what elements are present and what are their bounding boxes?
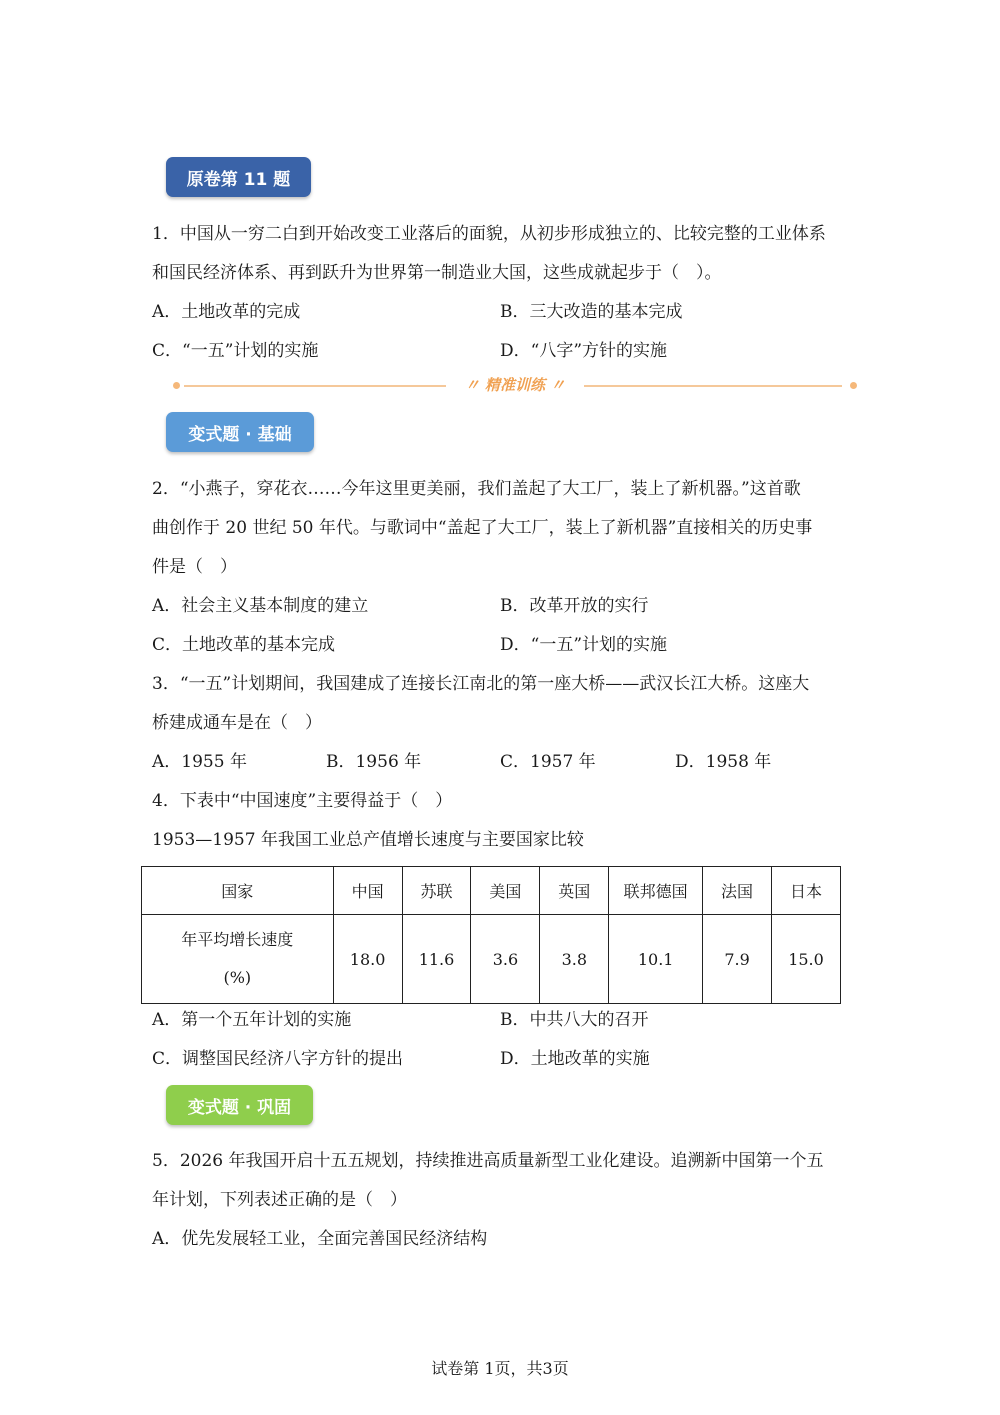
q2-stem-line1: 2．“小燕子，穿花衣……今年这里更美丽，我们盖起了大工厂，装上了新机器。”这首歌 [152, 479, 801, 499]
original-question-badge: 原卷第 11 题 [166, 157, 311, 197]
table-cell: 15.0 [772, 915, 841, 1004]
table-header-row [142, 867, 841, 915]
q2-option-c[interactable]: C．土地改革的基本完成 [152, 635, 336, 655]
q2-stem-line2: 曲创作于 20 世纪 50 年代。与歌词中“盖起了大工厂，装上了新机器”直接相关的历史事 [152, 518, 813, 538]
table-header-cell: 英国 [540, 867, 609, 915]
q4-option-c[interactable]: C．调整国民经济八字方针的提出 [152, 1049, 404, 1069]
q5-option-a[interactable]: A．优先发展轻工业，全面完善国民经济结构 [152, 1229, 488, 1249]
table-cell: 7.9 [703, 915, 772, 1004]
q2-stem-line3: 件是（ ） [152, 557, 237, 577]
q4-option-b[interactable]: B．中共八大的召开 [500, 1010, 649, 1030]
q3-option-a[interactable]: A．1955 年 [152, 752, 247, 772]
table-header-cell: 国家 [142, 867, 334, 915]
table-header-cell: 日本 [772, 867, 841, 915]
q2-option-d[interactable]: D．“一五”计划的实施 [500, 635, 668, 655]
table-header-cell: 中国 [333, 867, 402, 915]
q1-option-d[interactable]: D．“八字”方针的实施 [500, 341, 668, 361]
q3-stem-line1: 3．“一五”计划期间，我国建成了连接长江南北的第一座大桥——武汉长江大桥。这座大 [152, 674, 810, 694]
q1-option-a[interactable]: A．土地改革的完成 [152, 302, 301, 322]
q4-option-a[interactable]: A．第一个五年计划的实施 [152, 1010, 352, 1030]
q3-stem-line2: 桥建成通车是在（ ） [152, 713, 322, 733]
table-cell: 10.1 [609, 915, 703, 1004]
q3-option-d[interactable]: D．1958 年 [675, 752, 772, 772]
q4-stem-line1: 4．下表中“中国速度”主要得益于（ ） [152, 791, 453, 811]
divider-line-right [584, 385, 842, 387]
q1-option-c[interactable]: C．“一五”计划的实施 [152, 341, 319, 361]
table-header-cell: 苏联 [402, 867, 471, 915]
q4-table-caption: 1953—1957 年我国工业总产值增长速度与主要国家比较 [152, 830, 584, 850]
row-label-line2: (%) [223, 968, 252, 987]
variant-basic-badge: 变式题 · 基础 [166, 412, 314, 452]
q3-option-c[interactable]: C．1957 年 [500, 752, 596, 772]
table-header-cell: 联邦德国 [609, 867, 703, 915]
growth-rate-table [141, 866, 841, 1004]
divider-dot-right [850, 382, 857, 389]
divider-line-left [184, 385, 446, 387]
q4-option-d[interactable]: D．土地改革的实施 [500, 1049, 650, 1069]
table-cell: 11.6 [402, 915, 471, 1004]
q2-option-b[interactable]: B．改革开放的实行 [500, 596, 649, 616]
row-label-line1: 年平均增长速度 [181, 930, 294, 949]
table-row [142, 915, 841, 1004]
q1-stem-line2: 和国民经济体系、再到跃升为世界第一制造业大国，这些成就起步于（ ）。 [152, 263, 722, 283]
table-row-label [142, 915, 334, 1004]
q1-stem-line1: 1．中国从一穷二白到开始改变工业落后的面貌，从初步形成独立的、比较完整的工业体系 [152, 224, 826, 244]
table-header-cell: 美国 [471, 867, 540, 915]
q5-stem-line1: 5．2026 年我国开启十五五规划，持续推进高质量新型工业化建设。追溯新中国第一个五 [152, 1151, 824, 1171]
page-footer: 试卷第 1页，共3页 [431, 1359, 569, 1378]
table-cell: 18.0 [333, 915, 402, 1004]
q1-option-b[interactable]: B．三大改造的基本完成 [500, 302, 683, 322]
q2-option-a[interactable]: A．社会主义基本制度的建立 [152, 596, 369, 616]
q5-stem-line2: 年计划，下列表述正确的是（ ） [152, 1190, 407, 1210]
table-cell: 3.8 [540, 915, 609, 1004]
divider-label: 〃 精准训练 〃 [464, 376, 566, 394]
table-cell: 3.6 [471, 915, 540, 1004]
q3-option-b[interactable]: B．1956 年 [326, 752, 422, 772]
table-header-cell: 法国 [703, 867, 772, 915]
divider-dot-left [173, 382, 180, 389]
variant-consolidate-badge: 变式题 · 巩固 [166, 1085, 313, 1125]
